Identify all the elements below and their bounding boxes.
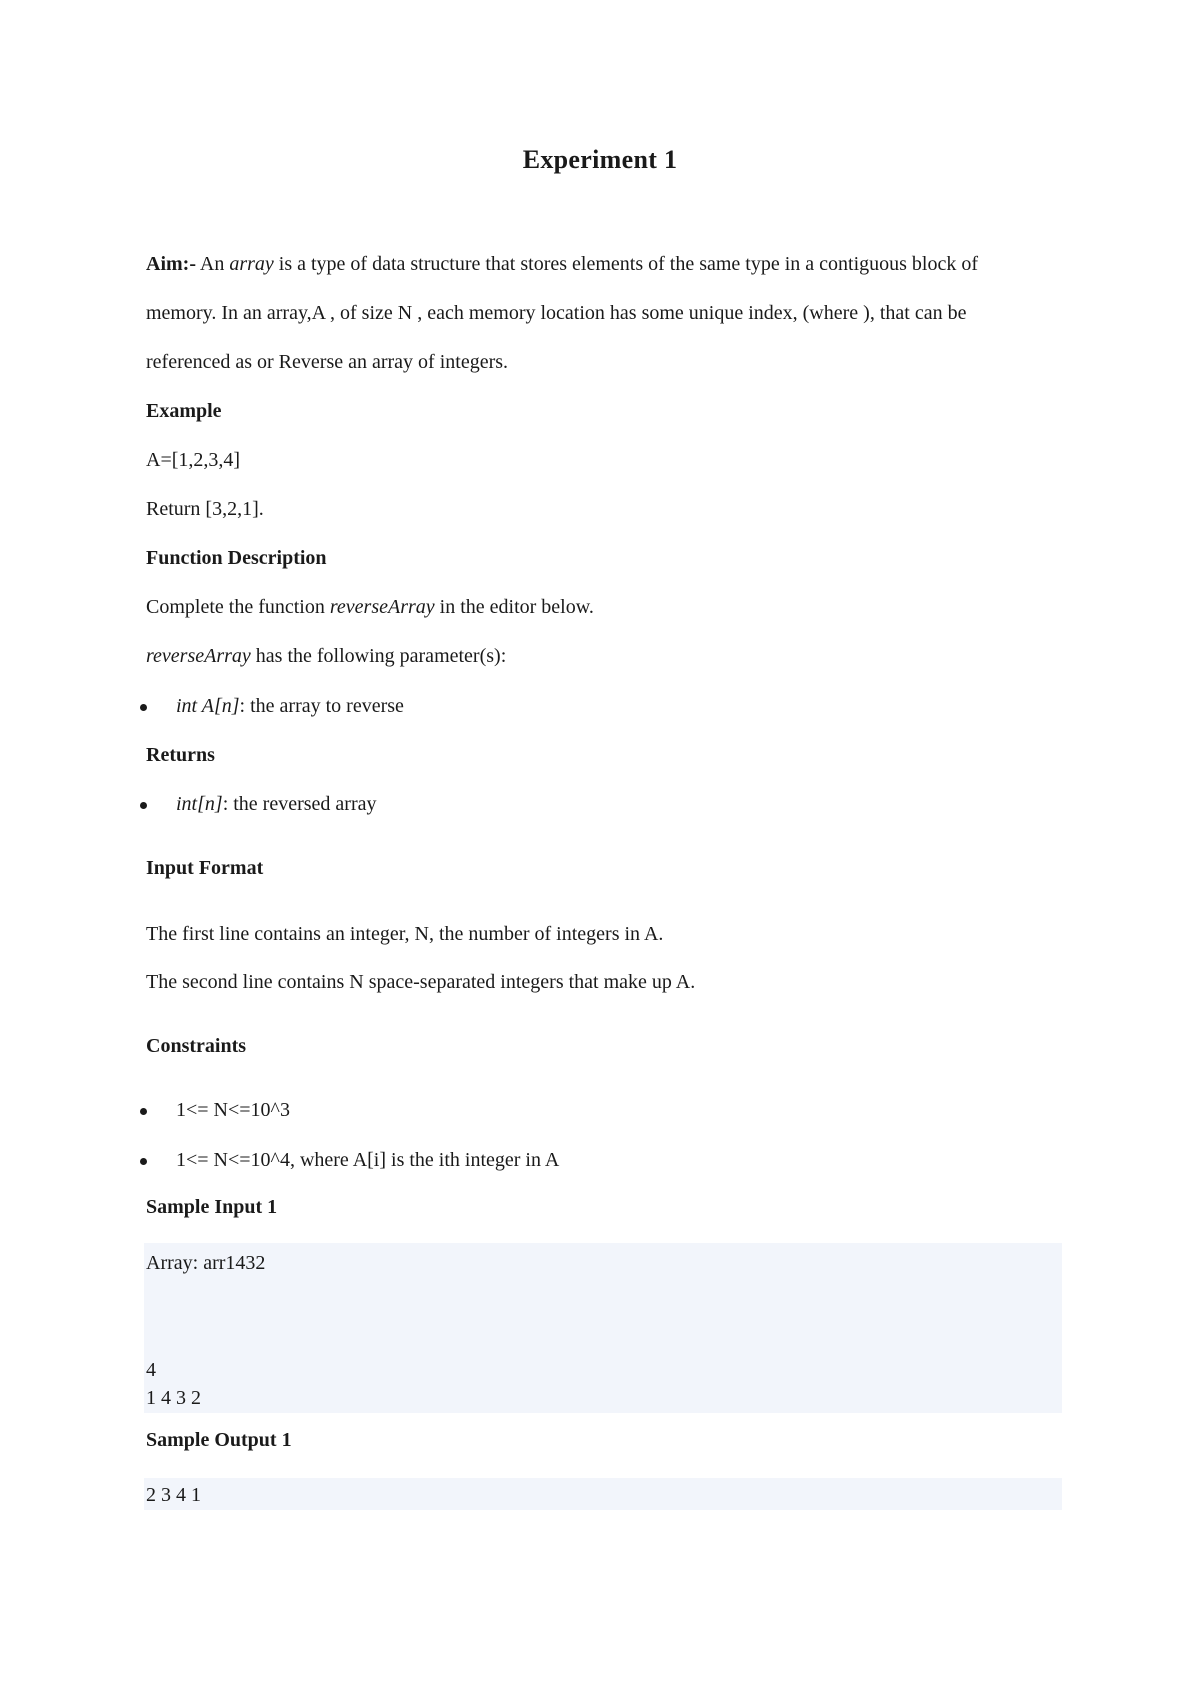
bullet-icon	[140, 1108, 147, 1115]
example-return: Return [3,2,1].	[146, 498, 264, 520]
constraints-heading: Constraints	[146, 1035, 247, 1057]
input-format-line-2: The second line contains N space-separated integers that make up A.	[146, 971, 696, 993]
function-description-line-2	[146, 644, 506, 668]
sample-input-heading: Sample Input 1	[146, 1196, 278, 1218]
sample-input-line: 1 4 3 2	[146, 1387, 201, 1409]
sample-output-box	[144, 1478, 1062, 1510]
sample-output-line: 2 3 4 1	[146, 1484, 201, 1506]
input-format-line-1: The first line contains an integer, N, the number of integers in A.	[146, 923, 664, 945]
aim-line-1	[146, 252, 978, 276]
aim-text: An	[195, 253, 230, 275]
bullet-icon	[140, 704, 147, 711]
fd-text: has the following parameter(s):	[250, 645, 507, 667]
function-description-heading: Function Description	[146, 547, 327, 569]
aim-line-2: memory. In an array,A , of size N , each memory location has some unique index, (where ), that can be	[146, 302, 967, 324]
sample-input-line: Array: arr1432	[146, 1252, 266, 1274]
fd-text: Complete the function	[146, 596, 330, 618]
fd-text: in the editor below.	[434, 596, 594, 618]
input-format-heading: Input Format	[146, 857, 264, 879]
example-input: A=[1,2,3,4]	[146, 449, 241, 471]
return-description: : the reversed array	[222, 793, 377, 815]
example-heading: Example	[146, 400, 222, 422]
aim-line-3: referenced as or Reverse an array of integers.	[146, 351, 509, 373]
parameter-item	[176, 694, 404, 718]
returns-heading: Returns	[146, 744, 215, 766]
bullet-icon	[140, 1158, 147, 1165]
constraint-item: 1<= N<=10^3	[176, 1099, 290, 1121]
function-name: reverseArray	[329, 596, 435, 618]
function-name: reverseArray	[146, 645, 251, 667]
sample-output-heading: Sample Output 1	[146, 1429, 292, 1451]
aim-text: is a type of data structure that stores elements of the same type in a contiguous block of	[273, 253, 979, 275]
returns-item	[176, 792, 377, 816]
parameter-description: : the array to reverse	[239, 695, 404, 717]
constraint-item: 1<= N<=10^4, where A[i] is the ith integer in A	[176, 1149, 560, 1171]
sample-input-box	[144, 1243, 1062, 1413]
sample-input-line: 4	[146, 1359, 156, 1381]
aim-label: Aim:-	[146, 253, 196, 275]
bullet-icon	[140, 802, 147, 809]
aim-array-term: array	[229, 253, 274, 275]
return-type: int[n]	[176, 793, 223, 815]
function-description-line-1	[146, 595, 594, 619]
parameter-signature: int A[n]	[176, 695, 240, 717]
page-title: Experiment 1	[522, 145, 678, 174]
